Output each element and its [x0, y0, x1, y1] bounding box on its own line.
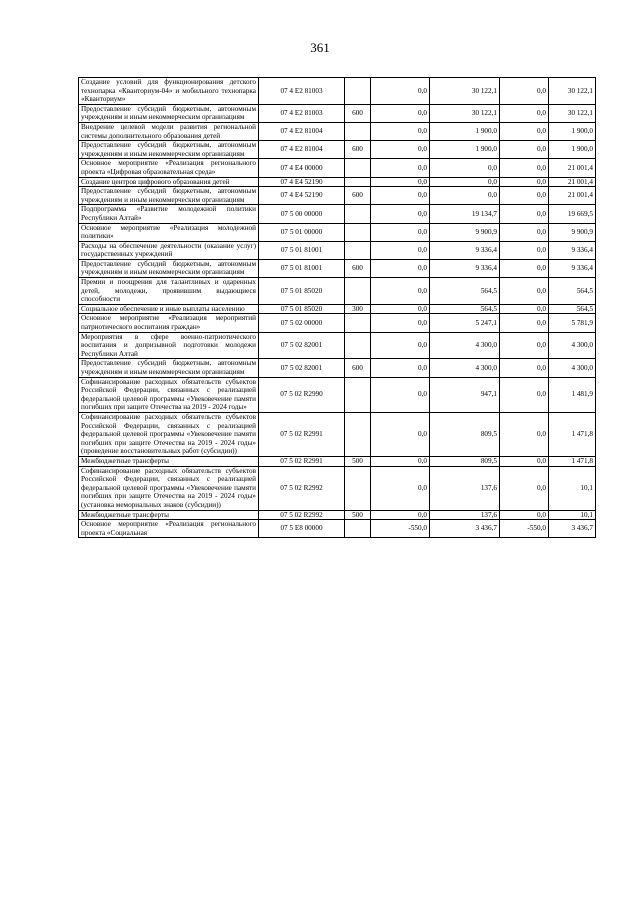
row-type-cell	[345, 520, 371, 538]
row-code-cell: 07 5 02 R2991	[259, 412, 345, 456]
row-code-cell: 07 5 02 R2990	[259, 377, 345, 412]
row-code-cell: 07 4 Е4 52190	[259, 177, 345, 187]
row-code-cell: 07 4 Е2 81003	[259, 78, 345, 105]
table-row	[79, 510, 596, 520]
table-row	[79, 78, 596, 105]
row-value1-cell: 0,0	[371, 412, 430, 456]
table-row	[79, 520, 596, 538]
row-value1-cell: 0,0	[371, 332, 430, 359]
row-value2-cell: 5 247,1	[430, 314, 500, 332]
table-row	[79, 304, 596, 314]
table-row	[79, 141, 596, 159]
row-value4-cell: 1 471,8	[549, 456, 596, 466]
row-value4-cell: 9 900,9	[549, 223, 596, 241]
row-value3-cell: 0,0	[500, 412, 549, 456]
row-name-cell: Межбюджетные трансферты	[79, 456, 259, 466]
row-code-cell: 07 4 Е4 52190	[259, 187, 345, 205]
row-value3-cell: 0,0	[500, 223, 549, 241]
row-name-cell: Софинансирование расходных обязательств субъектов Российской Федерации, связанных с реализацией федеральной целевой программы «Увековечение памяти погибших при защите Отечества на 2019 - 2024 годы» (установка мемориальных знаков (субсидии))	[79, 466, 259, 510]
row-value2-cell: 9 336,4	[430, 259, 500, 277]
row-value1-cell: 0,0	[371, 78, 430, 105]
row-value3-cell: -550,0	[500, 520, 549, 538]
row-value1-cell: 0,0	[371, 177, 430, 187]
table-row	[79, 456, 596, 466]
row-code-cell: 07 5 02 R2992	[259, 510, 345, 520]
table-row	[79, 241, 596, 259]
row-name-cell: Межбюджетные трансферты	[79, 510, 259, 520]
table-row	[79, 259, 596, 277]
row-type-cell	[345, 332, 371, 359]
row-type-cell	[345, 241, 371, 259]
row-value4-cell: 19 669,5	[549, 205, 596, 223]
row-name-cell: Основное мероприятие «Реализация регионального проекта «Цифровая образовательная среда»	[79, 159, 259, 177]
row-value1-cell: 0,0	[371, 241, 430, 259]
row-value3-cell: 0,0	[500, 332, 549, 359]
row-value2-cell: 564,5	[430, 304, 500, 314]
row-value3-cell: 0,0	[500, 456, 549, 466]
row-value4-cell: 10,1	[549, 510, 596, 520]
row-value1-cell: 0,0	[371, 510, 430, 520]
row-name-cell: Софинансирование расходных обязательств субъектов Российской Федерации, связанных с реализацией федеральной целевой программы «Увековечение памяти погибших при защите Отечества на 2019 - 2024 годы» (проведение восстановительных работ (субсидии))	[79, 412, 259, 456]
row-value2-cell: 4 300,0	[430, 359, 500, 377]
table-row	[79, 187, 596, 205]
table-row	[79, 359, 596, 377]
table-row	[79, 159, 596, 177]
row-value3-cell: 0,0	[500, 510, 549, 520]
row-name-cell: Предоставление субсидий бюджетным, автономным учреждениям и иным некоммерческим организациям	[79, 141, 259, 159]
row-value3-cell: 0,0	[500, 314, 549, 332]
row-code-cell: 07 4 Е2 81004	[259, 122, 345, 140]
table-row	[79, 466, 596, 510]
row-name-cell: Мероприятия в сфере военно-патриотического воспитания и допризывной подготовки молодежи Республики Алтай	[79, 332, 259, 359]
row-code-cell: 07 5 01 81001	[259, 241, 345, 259]
row-code-cell: 07 5 02 82001	[259, 332, 345, 359]
row-value4-cell: 4 300,0	[549, 359, 596, 377]
row-code-cell: 07 5 02 00000	[259, 314, 345, 332]
table-row	[79, 278, 596, 305]
row-name-cell: Основное мероприятие «Реализация молодежной политики»	[79, 223, 259, 241]
table-row	[79, 122, 596, 140]
row-type-cell: 600	[345, 104, 371, 122]
row-value4-cell: 21 001,4	[549, 177, 596, 187]
row-value1-cell: 0,0	[371, 359, 430, 377]
table-row	[79, 412, 596, 456]
table-row	[79, 377, 596, 412]
row-value1-cell: -550,0	[371, 520, 430, 538]
row-value4-cell: 4 300,0	[549, 332, 596, 359]
row-value2-cell: 3 436,7	[430, 520, 500, 538]
row-value1-cell: 0,0	[371, 104, 430, 122]
row-code-cell: 07 5 02 R2992	[259, 466, 345, 510]
row-name-cell: Предоставление субсидий бюджетным, автономным учреждениям и иным некоммерческим организациям	[79, 187, 259, 205]
row-value2-cell: 19 134,7	[430, 205, 500, 223]
table-row	[79, 104, 596, 122]
table-row	[79, 332, 596, 359]
row-type-cell	[345, 278, 371, 305]
row-code-cell: 07 4 Е2 81003	[259, 104, 345, 122]
row-name-cell: Социальное обеспечение и иные выплаты населению	[79, 304, 259, 314]
row-value4-cell: 564,5	[549, 278, 596, 305]
row-value3-cell: 0,0	[500, 377, 549, 412]
row-name-cell: Премии и поощрения для талантливых и одаренных детей, молодежи, проявившим выдающиеся способности	[79, 278, 259, 305]
row-value4-cell: 564,5	[549, 304, 596, 314]
page-number: 361	[310, 40, 330, 55]
row-value3-cell: 0,0	[500, 177, 549, 187]
row-value1-cell: 0,0	[371, 304, 430, 314]
row-type-cell: 600	[345, 187, 371, 205]
row-value2-cell: 809,5	[430, 412, 500, 456]
row-code-cell: 07 4 Е2 81004	[259, 141, 345, 159]
row-value4-cell: 21 001,4	[549, 187, 596, 205]
row-value3-cell: 0,0	[500, 122, 549, 140]
row-value3-cell: 0,0	[500, 359, 549, 377]
row-value4-cell: 30 122,1	[549, 78, 596, 105]
row-type-cell: 300	[345, 304, 371, 314]
row-value2-cell: 1 900,0	[430, 141, 500, 159]
row-type-cell	[345, 314, 371, 332]
row-value1-cell: 0,0	[371, 122, 430, 140]
row-value1-cell: 0,0	[371, 466, 430, 510]
row-code-cell: 07 5 01 81001	[259, 259, 345, 277]
row-value3-cell: 0,0	[500, 78, 549, 105]
row-value4-cell: 1 900,0	[549, 141, 596, 159]
row-type-cell	[345, 466, 371, 510]
row-code-cell: 07 5 01 85020	[259, 278, 345, 305]
row-name-cell: Предоставление субсидий бюджетным, автономным учреждениям и иным некоммерческим организациям	[79, 259, 259, 277]
row-value2-cell: 4 300,0	[430, 332, 500, 359]
row-value2-cell: 1 900,0	[430, 122, 500, 140]
row-value3-cell: 0,0	[500, 141, 549, 159]
row-type-cell	[345, 377, 371, 412]
row-type-cell: 600	[345, 359, 371, 377]
row-value1-cell: 0,0	[371, 223, 430, 241]
row-value1-cell: 0,0	[371, 259, 430, 277]
row-code-cell: 07 5 01 00000	[259, 223, 345, 241]
row-value2-cell: 9 900,9	[430, 223, 500, 241]
row-type-cell	[345, 205, 371, 223]
row-name-cell: Создание центров цифрового образования детей	[79, 177, 259, 187]
row-value4-cell: 1 471,8	[549, 412, 596, 456]
row-value3-cell: 0,0	[500, 159, 549, 177]
row-type-cell	[345, 122, 371, 140]
row-type-cell	[345, 78, 371, 105]
row-value1-cell: 0,0	[371, 456, 430, 466]
row-type-cell: 500	[345, 510, 371, 520]
row-value3-cell: 0,0	[500, 278, 549, 305]
row-value4-cell: 5 781,9	[549, 314, 596, 332]
row-type-cell	[345, 223, 371, 241]
budget-table	[78, 77, 596, 538]
row-value4-cell: 21 001,4	[549, 159, 596, 177]
row-name-cell: Основное мероприятие «Реализация регионального проекта «Социальная	[79, 520, 259, 538]
row-value2-cell: 564,5	[430, 278, 500, 305]
row-type-cell: 600	[345, 141, 371, 159]
row-value2-cell: 809,5	[430, 456, 500, 466]
row-code-cell: 07 5 02 R2991	[259, 456, 345, 466]
row-name-cell: Создание условий для функционирования детского технопарка «Кванториум-04» и мобильного технопарка «Кванториум»	[79, 78, 259, 105]
table-row	[79, 223, 596, 241]
row-value2-cell: 947,1	[430, 377, 500, 412]
row-name-cell: Внедрение целевой модели развития региональной системы дополнительного образования детей	[79, 122, 259, 140]
row-type-cell: 500	[345, 456, 371, 466]
table-row	[79, 314, 596, 332]
row-value1-cell: 0,0	[371, 377, 430, 412]
row-value2-cell: 9 336,4	[430, 241, 500, 259]
row-type-cell	[345, 177, 371, 187]
row-value4-cell: 30 122,1	[549, 104, 596, 122]
row-value1-cell: 0,0	[371, 314, 430, 332]
row-code-cell: 07 5 01 85020	[259, 304, 345, 314]
row-value4-cell: 3 436,7	[549, 520, 596, 538]
row-value4-cell: 1 900,0	[549, 122, 596, 140]
row-value1-cell: 0,0	[371, 278, 430, 305]
row-value2-cell: 30 122,1	[430, 104, 500, 122]
row-name-cell: Предоставление субсидий бюджетным, автономным учреждениям и иным некоммерческим организациям	[79, 359, 259, 377]
row-type-cell	[345, 159, 371, 177]
row-value1-cell: 0,0	[371, 141, 430, 159]
row-value4-cell: 1 481,9	[549, 377, 596, 412]
row-name-cell: Софинансирование расходных обязательств субъектов Российской Федерации, связанных с реализацией федеральной целевой программы «Увековечение памяти погибших при защите Отечества на 2019 - 2024 годы»	[79, 377, 259, 412]
row-value3-cell: 0,0	[500, 187, 549, 205]
row-value1-cell: 0,0	[371, 205, 430, 223]
row-value2-cell: 0,0	[430, 159, 500, 177]
row-value2-cell: 30 122,1	[430, 78, 500, 105]
row-value1-cell: 0,0	[371, 159, 430, 177]
row-name-cell: Расходы на обеспечение деятельности (оказание услуг) государственных учреждений	[79, 241, 259, 259]
row-code-cell: 07 5 00 00000	[259, 205, 345, 223]
row-value2-cell: 137,6	[430, 510, 500, 520]
row-type-cell	[345, 412, 371, 456]
row-value3-cell: 0,0	[500, 104, 549, 122]
table-row	[79, 177, 596, 187]
row-value1-cell: 0,0	[371, 187, 430, 205]
row-value3-cell: 0,0	[500, 304, 549, 314]
row-type-cell: 600	[345, 259, 371, 277]
row-name-cell: Подпрограмма «Развитие молодежной политики Республики Алтай»	[79, 205, 259, 223]
row-name-cell: Предоставление субсидий бюджетным, автономным учреждениям и иным некоммерческим организациям	[79, 104, 259, 122]
row-code-cell: 07 5 Е8 00000	[259, 520, 345, 538]
table-row	[79, 205, 596, 223]
row-code-cell: 07 4 Е4 00000	[259, 159, 345, 177]
row-value4-cell: 9 336,4	[549, 259, 596, 277]
row-name-cell: Основное мероприятие «Реализация мероприятий патриотического воспитания граждан»	[79, 314, 259, 332]
row-value4-cell: 10,1	[549, 466, 596, 510]
row-value2-cell: 137,6	[430, 466, 500, 510]
row-code-cell: 07 5 02 82001	[259, 359, 345, 377]
row-value2-cell: 0,0	[430, 177, 500, 187]
row-value4-cell: 9 336,4	[549, 241, 596, 259]
row-value3-cell: 0,0	[500, 466, 549, 510]
row-value3-cell: 0,0	[500, 241, 549, 259]
row-value3-cell: 0,0	[500, 259, 549, 277]
row-value2-cell: 0,0	[430, 187, 500, 205]
row-value3-cell: 0,0	[500, 205, 549, 223]
